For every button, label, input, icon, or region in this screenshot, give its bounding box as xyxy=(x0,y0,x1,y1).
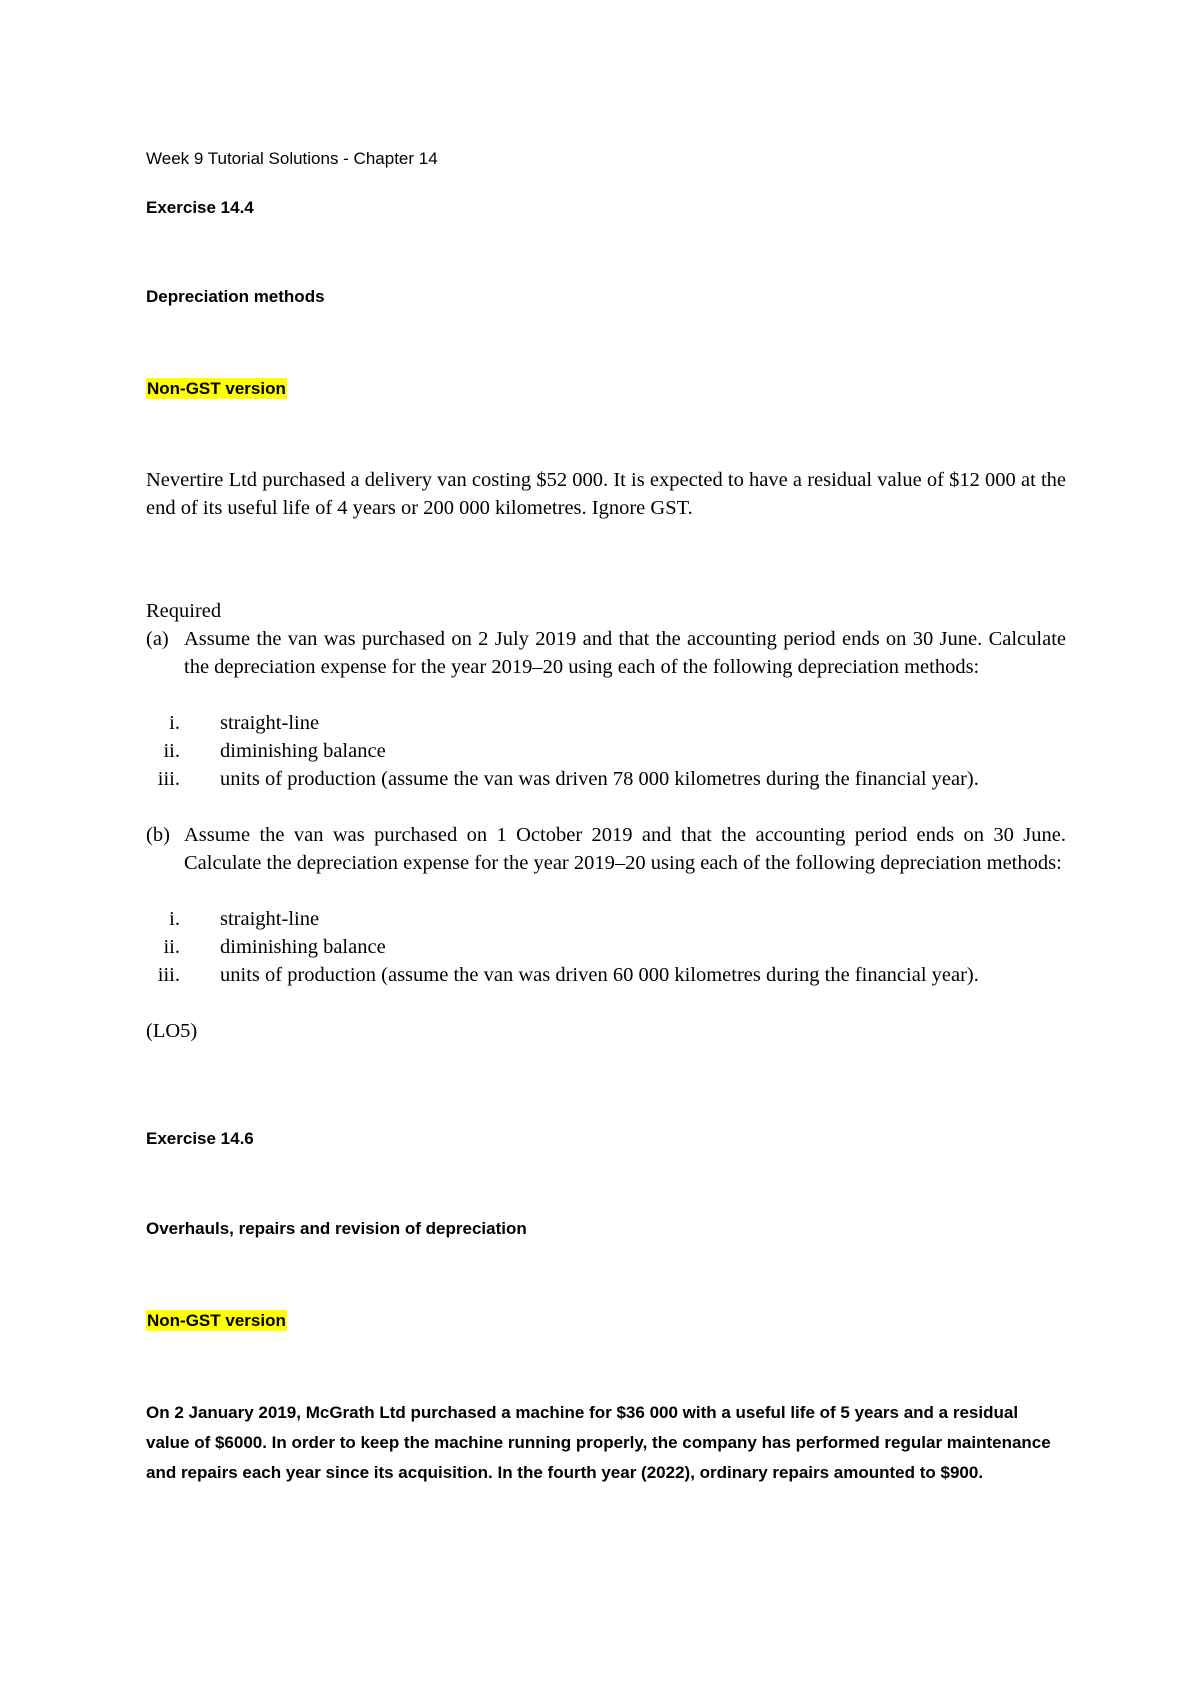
required-label: Required xyxy=(146,600,222,622)
exercise-topic: Depreciation methods xyxy=(146,287,325,306)
list-text: diminishing balance xyxy=(220,740,386,762)
part-b-item-2 xyxy=(146,933,1066,961)
learning-outcome: (LO5) xyxy=(146,1020,198,1042)
list-number: i. xyxy=(169,908,180,930)
exercise-topic: Overhauls, repairs and revision of depreciation xyxy=(146,1219,527,1238)
part-a-item-2 xyxy=(146,737,1066,765)
exercise-heading: Exercise 14.4 xyxy=(146,198,254,217)
document-title: Week 9 Tutorial Solutions - Chapter 14 xyxy=(146,149,438,168)
version-label-highlight: Non-GST version xyxy=(147,1311,286,1330)
part-a xyxy=(146,625,1066,681)
part-b-label: (b) xyxy=(146,824,170,846)
exercise-intro: Nevertire Ltd purchased a delivery van costing $52 000. It is expected to have a residual value of $12 000 at the end of its useful life of 4 years or 200 000 kilometres. Ignore GST. xyxy=(146,469,1066,519)
list-text: straight-line xyxy=(220,712,320,734)
exercise-intro: On 2 January 2019, McGrath Ltd purchased a machine for $36 000 with a useful life of 5 years and a residual value of $6000. In order to keep the machine running properly, the company has performed regular maintenance and repairs each year since its acquisition. In the fourth year (2022), ordinary repairs amounted to $900. xyxy=(146,1403,1051,1482)
part-b-item-1 xyxy=(146,905,1066,933)
version-label xyxy=(146,1310,287,1332)
exercise-heading: Exercise 14.6 xyxy=(146,1129,254,1148)
list-text: units of production (assume the van was driven 78 000 kilometres during the financial year). xyxy=(220,768,979,790)
version-label-highlight: Non-GST version xyxy=(147,379,286,398)
part-b-text: Assume the van was purchased on 1 October 2019 and that the accounting period ends on 30 June. Calculate the depreciation expense for the year 2019–20 using each of the following depreciation methods: xyxy=(184,824,1066,874)
part-a-text: Assume the van was purchased on 2 July 2019 and that the accounting period ends on 30 June. Calculate the depreciation expense for the year 2019–20 using each of the following depreciation methods: xyxy=(184,628,1066,678)
list-number: i. xyxy=(169,712,180,734)
list-number: ii. xyxy=(163,936,180,958)
version-label xyxy=(146,378,287,400)
list-number: iii. xyxy=(157,964,180,986)
list-text: diminishing balance xyxy=(220,936,386,958)
list-text: straight-line xyxy=(220,908,320,930)
part-a-item-1 xyxy=(146,709,1066,737)
part-b-item-3 xyxy=(146,961,1066,989)
part-a-label: (a) xyxy=(146,628,169,650)
part-b xyxy=(146,821,1066,877)
list-text: units of production (assume the van was driven 60 000 kilometres during the financial year). xyxy=(220,964,979,986)
list-number: ii. xyxy=(163,740,180,762)
part-a-item-3 xyxy=(146,765,1066,793)
list-number: iii. xyxy=(157,768,180,790)
